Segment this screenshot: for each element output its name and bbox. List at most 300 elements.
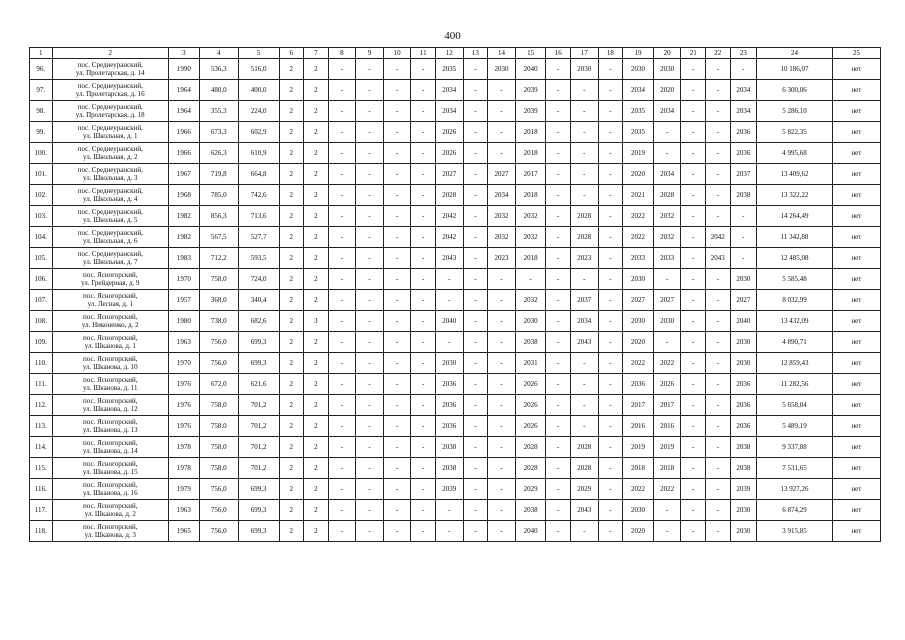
cell-col-14: 2034 [488, 185, 516, 206]
cell-col-9: - [356, 80, 384, 101]
row-number: 102. [30, 185, 53, 206]
cell-col-11: - [411, 122, 436, 143]
cell-col-20: 2032 [653, 227, 681, 248]
cell-col-20: - [653, 332, 681, 353]
cell-col-12: - [436, 500, 464, 521]
cell-col-8: - [328, 458, 356, 479]
cell-col-6: 2 [279, 269, 304, 290]
cell-col-23: 2036 [730, 143, 757, 164]
address-cell [52, 143, 169, 164]
cell-col-25: нет [832, 164, 880, 185]
table-row [30, 395, 881, 416]
row-number: 117. [30, 500, 53, 521]
cell-col-24: 13 322,22 [757, 185, 833, 206]
cell-col-15: 2026 [515, 416, 546, 437]
cell-col-3: 1970 [169, 269, 200, 290]
cell-col-8: - [328, 437, 356, 458]
row-number: 115. [30, 458, 53, 479]
cell-col-4: 758,0 [199, 395, 238, 416]
row-number: 114. [30, 437, 53, 458]
cell-col-13: - [463, 458, 488, 479]
cell-col-7: 2 [304, 59, 329, 80]
cell-col-19: 2022 [623, 479, 654, 500]
cell-col-9: - [356, 353, 384, 374]
cell-col-10: - [383, 122, 411, 143]
cell-col-6: 2 [279, 290, 304, 311]
column-header-9: 9 [356, 48, 384, 59]
cell-col-12: 2040 [436, 311, 464, 332]
cell-col-23: 2040 [730, 311, 757, 332]
address-settlement: пос. Ясногорский, [83, 334, 138, 342]
cell-col-15: 2039 [515, 80, 546, 101]
cell-col-15: 2028 [515, 437, 546, 458]
cell-col-17: 2028 [570, 437, 598, 458]
cell-col-25: нет [832, 248, 880, 269]
housing-repair-table [29, 47, 881, 542]
cell-col-6: 2 [279, 332, 304, 353]
table-row [30, 122, 881, 143]
cell-col-6: 2 [279, 185, 304, 206]
cell-col-19: 2021 [623, 185, 654, 206]
cell-col-5: 701,2 [238, 437, 279, 458]
cell-col-20: - [653, 269, 681, 290]
cell-col-6: 2 [279, 311, 304, 332]
cell-col-18: - [598, 374, 623, 395]
cell-col-23: 2030 [730, 500, 757, 521]
cell-col-9: - [356, 290, 384, 311]
cell-col-20: - [653, 143, 681, 164]
cell-col-13: - [463, 521, 488, 542]
table-row [30, 164, 881, 185]
cell-col-9: - [356, 479, 384, 500]
cell-col-14: - [488, 353, 516, 374]
cell-col-23: 2038 [730, 458, 757, 479]
cell-col-3: 1979 [169, 479, 200, 500]
cell-col-13: - [463, 374, 488, 395]
cell-col-11: - [411, 248, 436, 269]
cell-col-11: - [411, 227, 436, 248]
cell-col-7: 2 [304, 395, 329, 416]
cell-col-6: 2 [279, 101, 304, 122]
table-row [30, 206, 881, 227]
cell-col-25: нет [832, 479, 880, 500]
cell-col-11: - [411, 458, 436, 479]
cell-col-8: - [328, 206, 356, 227]
cell-col-14: - [488, 479, 516, 500]
cell-col-3: 1968 [169, 185, 200, 206]
cell-col-12: 2042 [436, 206, 464, 227]
cell-col-9: - [356, 122, 384, 143]
cell-col-21: - [681, 143, 706, 164]
address-cell [52, 521, 169, 542]
cell-col-8: - [328, 374, 356, 395]
cell-col-7: 2 [304, 185, 329, 206]
row-number: 104. [30, 227, 53, 248]
cell-col-22: - [705, 101, 730, 122]
cell-col-25: нет [832, 416, 880, 437]
row-number: 112. [30, 395, 53, 416]
cell-col-17: 2023 [570, 248, 598, 269]
cell-col-10: - [383, 521, 411, 542]
cell-col-20: - [653, 521, 681, 542]
cell-col-11: - [411, 437, 436, 458]
cell-col-12: 2039 [436, 479, 464, 500]
cell-col-13: - [463, 437, 488, 458]
cell-col-8: - [328, 395, 356, 416]
cell-col-23: - [730, 206, 757, 227]
address-street: ул. Школьная, д. 7 [83, 258, 138, 266]
cell-col-17: - [570, 164, 598, 185]
cell-col-18: - [598, 332, 623, 353]
address-settlement: пос. Ясногорский, [83, 355, 138, 363]
cell-col-9: - [356, 437, 384, 458]
cell-col-19: 2030 [623, 311, 654, 332]
cell-col-23: - [730, 59, 757, 80]
cell-col-8: - [328, 59, 356, 80]
cell-col-5: 664,8 [238, 164, 279, 185]
cell-col-16: - [546, 353, 571, 374]
cell-col-11: - [411, 311, 436, 332]
cell-col-13: - [463, 248, 488, 269]
address-street: ул. Лесная, д. 1 [87, 300, 133, 308]
cell-col-8: - [328, 332, 356, 353]
row-number: 118. [30, 521, 53, 542]
address-cell [52, 374, 169, 395]
table-row [30, 521, 881, 542]
cell-col-18: - [598, 101, 623, 122]
cell-col-15: 2038 [515, 500, 546, 521]
cell-col-21: - [681, 164, 706, 185]
cell-col-15: 2026 [515, 374, 546, 395]
table-row [30, 416, 881, 437]
cell-col-16: - [546, 269, 571, 290]
cell-col-18: - [598, 206, 623, 227]
cell-col-5: 713,6 [238, 206, 279, 227]
cell-col-20: - [653, 500, 681, 521]
address-settlement: пос. Среднеуранский, [77, 166, 143, 174]
cell-col-23: 2036 [730, 395, 757, 416]
cell-col-20: 2018 [653, 458, 681, 479]
cell-col-4: 355,3 [199, 101, 238, 122]
cell-col-8: - [328, 479, 356, 500]
cell-col-14: - [488, 269, 516, 290]
address-street: ул. Шканова, д. 12 [82, 405, 138, 413]
row-number: 113. [30, 416, 53, 437]
cell-col-3: 1983 [169, 248, 200, 269]
cell-col-6: 2 [279, 353, 304, 374]
cell-col-10: - [383, 59, 411, 80]
cell-col-15: 2040 [515, 59, 546, 80]
cell-col-21: - [681, 80, 706, 101]
cell-col-22: - [705, 458, 730, 479]
address-street: ул. Школьная, д. 1 [83, 132, 138, 140]
cell-col-25: нет [832, 80, 880, 101]
cell-col-9: - [356, 206, 384, 227]
cell-col-20: 2027 [653, 290, 681, 311]
address-cell [52, 101, 169, 122]
cell-col-11: - [411, 416, 436, 437]
cell-col-13: - [463, 395, 488, 416]
cell-col-17: - [570, 80, 598, 101]
cell-col-22: - [705, 206, 730, 227]
address-street: ул. Пролетарская, д. 16 [75, 90, 145, 98]
cell-col-3: 1963 [169, 332, 200, 353]
cell-col-14: 2032 [488, 227, 516, 248]
cell-col-17: 2030 [570, 59, 598, 80]
row-number: 106. [30, 269, 53, 290]
cell-col-22: - [705, 311, 730, 332]
cell-col-16: - [546, 395, 571, 416]
row-number: 111. [30, 374, 53, 395]
cell-col-4: 673,3 [199, 122, 238, 143]
cell-col-24: 13 927,26 [757, 479, 833, 500]
cell-col-8: - [328, 122, 356, 143]
cell-col-9: - [356, 185, 384, 206]
cell-col-6: 2 [279, 374, 304, 395]
cell-col-21: - [681, 395, 706, 416]
column-header-25: 25 [832, 48, 880, 59]
address-settlement: пос. Ясногорский, [83, 397, 138, 405]
cell-col-20: 2033 [653, 248, 681, 269]
cell-col-21: - [681, 206, 706, 227]
column-header-7: 7 [304, 48, 329, 59]
cell-col-25: нет [832, 311, 880, 332]
address-street: ул. Шканова, д. 3 [84, 531, 136, 539]
cell-col-14: - [488, 143, 516, 164]
cell-col-14: - [488, 332, 516, 353]
cell-col-5: 724,0 [238, 269, 279, 290]
cell-col-20: 2026 [653, 374, 681, 395]
cell-col-14: 2023 [488, 248, 516, 269]
column-header-1: 1 [30, 48, 53, 59]
address-cell [52, 269, 169, 290]
column-header-16: 16 [546, 48, 571, 59]
cell-col-22: - [705, 269, 730, 290]
cell-col-12: 2038 [436, 437, 464, 458]
cell-col-19: 2020 [623, 332, 654, 353]
address-cell [52, 395, 169, 416]
cell-col-6: 2 [279, 206, 304, 227]
cell-col-19: 2034 [623, 80, 654, 101]
cell-col-10: - [383, 332, 411, 353]
cell-col-14: - [488, 290, 516, 311]
cell-col-4: 626,3 [199, 143, 238, 164]
column-header-10: 10 [383, 48, 411, 59]
table-row [30, 332, 881, 353]
cell-col-9: - [356, 311, 384, 332]
table-row [30, 458, 881, 479]
cell-col-13: - [463, 416, 488, 437]
cell-col-9: - [356, 332, 384, 353]
cell-col-10: - [383, 143, 411, 164]
address-cell [52, 206, 169, 227]
row-number: 108. [30, 311, 53, 332]
cell-col-21: - [681, 269, 706, 290]
cell-col-19: 2033 [623, 248, 654, 269]
cell-col-3: 1976 [169, 374, 200, 395]
cell-col-13: - [463, 311, 488, 332]
address-settlement: пос. Ясногорский, [83, 376, 138, 384]
cell-col-12: 2030 [436, 353, 464, 374]
cell-col-16: - [546, 143, 571, 164]
cell-col-4: 785,0 [199, 185, 238, 206]
cell-col-14: - [488, 374, 516, 395]
cell-col-6: 2 [279, 458, 304, 479]
cell-col-7: 2 [304, 101, 329, 122]
table-row [30, 437, 881, 458]
cell-col-3: 1964 [169, 101, 200, 122]
cell-col-9: - [356, 458, 384, 479]
address-settlement: пос. Ясногорский, [83, 523, 138, 531]
cell-col-7: 2 [304, 164, 329, 185]
cell-col-20: - [653, 122, 681, 143]
cell-col-5: 742,6 [238, 185, 279, 206]
cell-col-7: 2 [304, 248, 329, 269]
cell-col-5: 699,3 [238, 332, 279, 353]
cell-col-7: 2 [304, 479, 329, 500]
cell-col-22: 2042 [705, 227, 730, 248]
cell-col-8: - [328, 269, 356, 290]
cell-col-24: 5 585,48 [757, 269, 833, 290]
row-number: 98. [30, 101, 53, 122]
cell-col-4: 719,8 [199, 164, 238, 185]
cell-col-16: - [546, 458, 571, 479]
cell-col-16: - [546, 437, 571, 458]
cell-col-10: - [383, 374, 411, 395]
cell-col-12: 2027 [436, 164, 464, 185]
cell-col-23: 2030 [730, 269, 757, 290]
cell-col-17: 2037 [570, 290, 598, 311]
cell-col-24: 10 186,07 [757, 59, 833, 80]
cell-col-6: 2 [279, 395, 304, 416]
cell-col-16: - [546, 101, 571, 122]
cell-col-15: 2018 [515, 248, 546, 269]
address-cell [52, 458, 169, 479]
cell-col-10: - [383, 500, 411, 521]
cell-col-5: 699,3 [238, 521, 279, 542]
cell-col-22: - [705, 164, 730, 185]
cell-col-7: 2 [304, 206, 329, 227]
cell-col-9: - [356, 164, 384, 185]
cell-col-15: - [515, 269, 546, 290]
cell-col-15: 2039 [515, 101, 546, 122]
cell-col-18: - [598, 311, 623, 332]
cell-col-5: 682,6 [238, 311, 279, 332]
address-settlement: пос. Среднеуранский, [77, 82, 143, 90]
cell-col-3: 1990 [169, 59, 200, 80]
cell-col-24: 12 485,08 [757, 248, 833, 269]
row-number: 105. [30, 248, 53, 269]
cell-col-21: - [681, 332, 706, 353]
cell-col-5: 699,3 [238, 353, 279, 374]
cell-col-17: - [570, 374, 598, 395]
cell-col-24: 13 432,09 [757, 311, 833, 332]
table-header-row [30, 48, 881, 59]
address-settlement: пос. Среднеуранский, [77, 208, 143, 216]
address-settlement: пос. Среднеуранский, [77, 250, 143, 258]
address-street: ул. Школьная, д. 2 [83, 153, 138, 161]
cell-col-17: - [570, 395, 598, 416]
cell-col-20: 2030 [653, 59, 681, 80]
cell-col-24: 5 489,19 [757, 416, 833, 437]
cell-col-4: 672,0 [199, 374, 238, 395]
cell-col-11: - [411, 479, 436, 500]
cell-col-10: - [383, 479, 411, 500]
column-header-11: 11 [411, 48, 436, 59]
cell-col-25: нет [832, 59, 880, 80]
cell-col-11: - [411, 353, 436, 374]
cell-col-8: - [328, 164, 356, 185]
cell-col-25: нет [832, 395, 880, 416]
cell-col-14: - [488, 80, 516, 101]
cell-col-4: 758,0 [199, 416, 238, 437]
cell-col-10: - [383, 311, 411, 332]
cell-col-17: - [570, 185, 598, 206]
cell-col-3: 1966 [169, 122, 200, 143]
cell-col-3: 1963 [169, 500, 200, 521]
cell-col-25: нет [832, 227, 880, 248]
row-number: 109. [30, 332, 53, 353]
address-settlement: пос. Среднеуранский, [77, 61, 143, 69]
cell-col-13: - [463, 332, 488, 353]
row-number: 99. [30, 122, 53, 143]
address-cell [52, 227, 169, 248]
cell-col-6: 2 [279, 500, 304, 521]
cell-col-23: 2034 [730, 101, 757, 122]
cell-col-10: - [383, 353, 411, 374]
cell-col-5: 340,4 [238, 290, 279, 311]
cell-col-3: 1970 [169, 353, 200, 374]
cell-col-4: 756,0 [199, 353, 238, 374]
cell-col-22: - [705, 437, 730, 458]
cell-col-25: нет [832, 143, 880, 164]
cell-col-3: 1976 [169, 416, 200, 437]
cell-col-22: - [705, 353, 730, 374]
cell-col-21: - [681, 416, 706, 437]
cell-col-15: 2030 [515, 311, 546, 332]
cell-col-14: - [488, 311, 516, 332]
cell-col-6: 2 [279, 59, 304, 80]
cell-col-16: - [546, 290, 571, 311]
cell-col-3: 1982 [169, 206, 200, 227]
cell-col-14: - [488, 101, 516, 122]
cell-col-22: - [705, 59, 730, 80]
cell-col-15: 2032 [515, 290, 546, 311]
cell-col-10: - [383, 416, 411, 437]
cell-col-16: - [546, 185, 571, 206]
cell-col-18: - [598, 521, 623, 542]
address-cell [52, 248, 169, 269]
cell-col-20: 2028 [653, 185, 681, 206]
cell-col-9: - [356, 227, 384, 248]
cell-col-13: - [463, 500, 488, 521]
cell-col-15: 2018 [515, 185, 546, 206]
cell-col-24: 3 915,85 [757, 521, 833, 542]
cell-col-13: - [463, 80, 488, 101]
cell-col-16: - [546, 500, 571, 521]
cell-col-14: - [488, 521, 516, 542]
cell-col-4: 536,3 [199, 59, 238, 80]
cell-col-23: 2030 [730, 521, 757, 542]
cell-col-12: 2038 [436, 458, 464, 479]
cell-col-19: 2022 [623, 206, 654, 227]
address-settlement: пос. Ясногорский, [83, 271, 138, 279]
address-street: ул. Шканова, д. 14 [82, 447, 138, 455]
cell-col-10: - [383, 206, 411, 227]
cell-col-24: 5 822,35 [757, 122, 833, 143]
cell-col-9: - [356, 416, 384, 437]
cell-col-6: 2 [279, 164, 304, 185]
